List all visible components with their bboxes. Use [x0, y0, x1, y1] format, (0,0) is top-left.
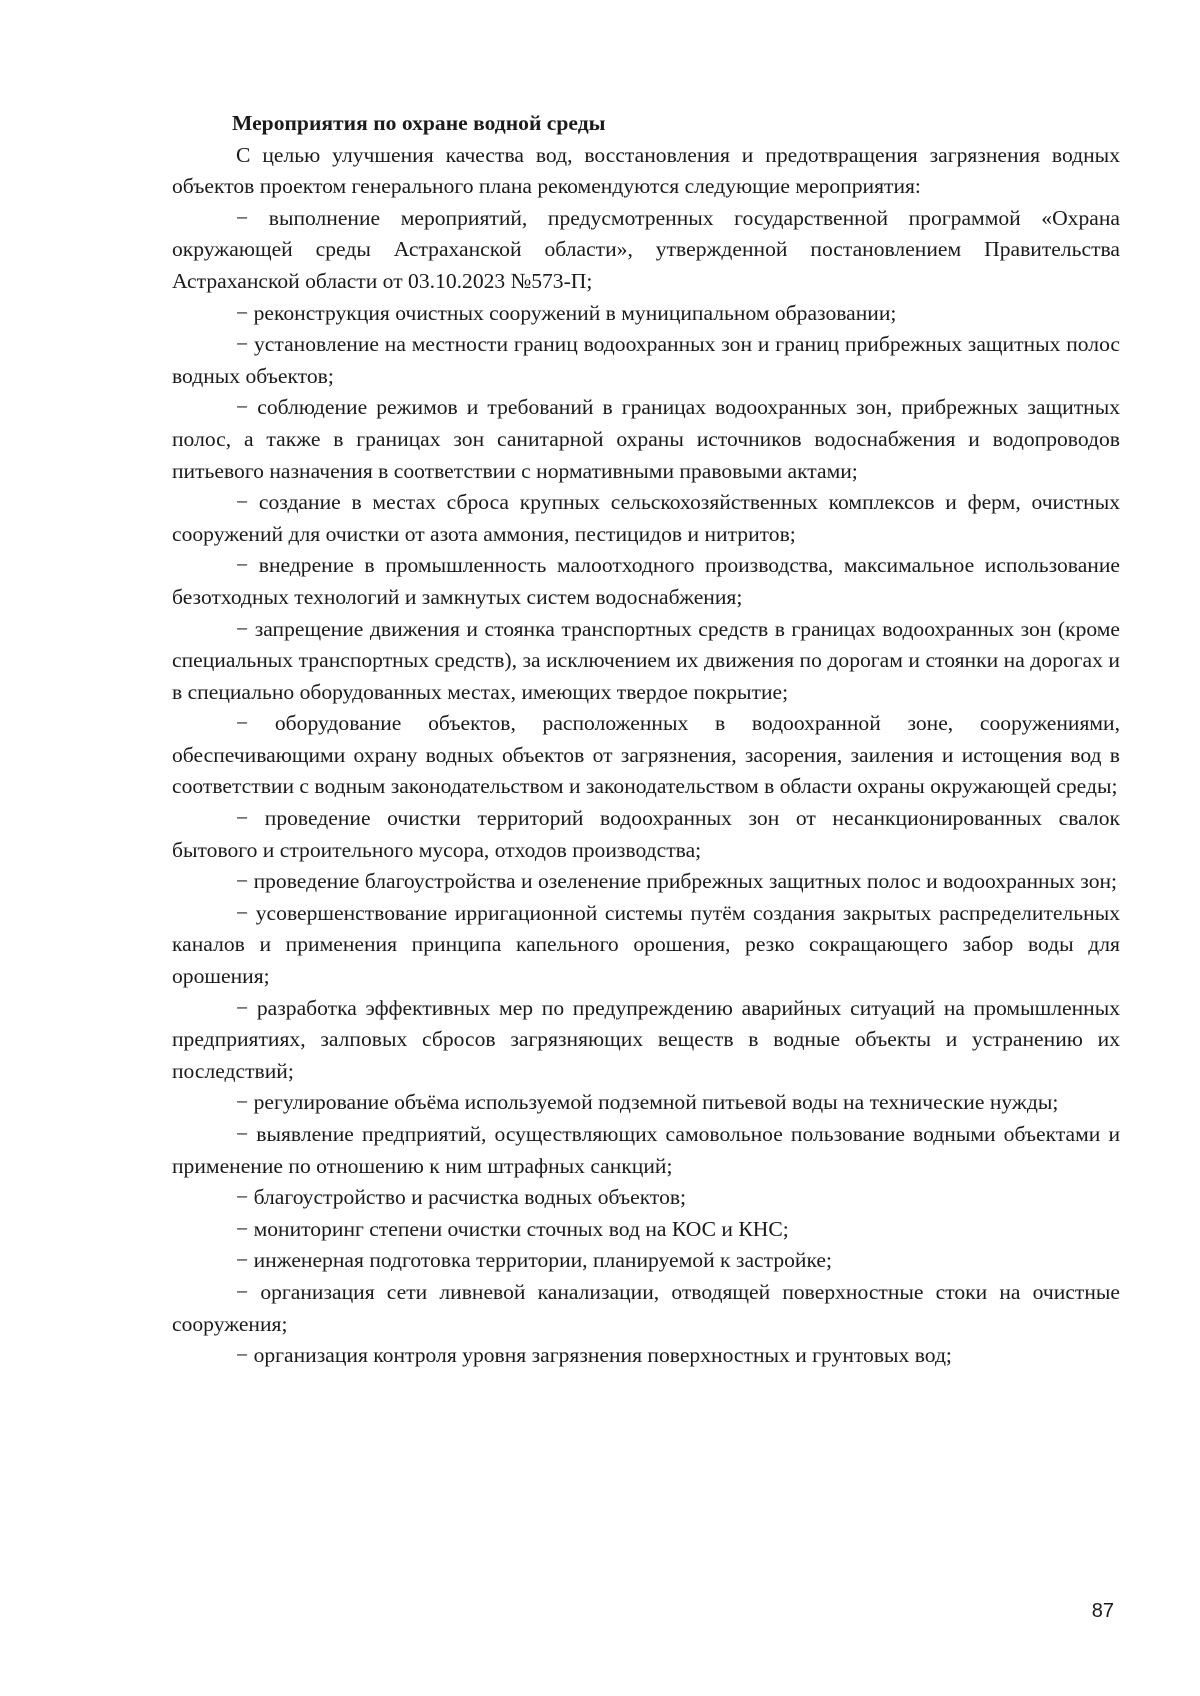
section-heading: Мероприятия по охране водной среды	[232, 111, 606, 135]
list-item: − проведение очистки территорий водоохранных зон от несанкционированных свалок бытового и строительного мусора, отходов производства;	[172, 806, 1120, 862]
list-item: − организация контроля уровня загрязнения поверхностных и грунтовых вод;	[236, 1343, 952, 1368]
list-item: − благоустройство и расчистка водных объектов;	[236, 1185, 687, 1210]
list-item: − оборудование объектов, расположенных в водоохранной зоне, сооружениями, обеспечивающими охрану водных объектов от загрязнения, засорения, заиления и истощения вод в соответствии с водным законодательством и законодательством в области охраны окружающей среды;	[172, 711, 1120, 799]
list-item: − инженерная подготовка территории, планируемой к застройке;	[236, 1248, 833, 1273]
list-item: − реконструкция очистных сооружений в муниципальном образовании;	[236, 300, 897, 325]
list-item: − выявление предприятий, осуществляющих самовольное пользование водными объектами и применение по отношению к ним штрафных санкций;	[172, 1122, 1120, 1178]
list-item: − соблюдение режимов и требований в границах водоохранных зон, прибрежных защитных полос, а также в границах зон санитарной охраны источников водоснабжения и водопроводов питьевого назначения в соответствии с нормативными правовыми актами;	[172, 395, 1120, 483]
list-item: − разработка эффективных мер по предупреждению аварийных ситуаций на промышленных предприятиях, залповых сбросов загрязняющих веществ в водные объекты и устранению их последствий;	[172, 995, 1120, 1083]
list-item: − внедрение в промышленность малоотходного производства, максимальное использование безотходных технологий и замкнутых систем водоснабжения;	[172, 553, 1120, 609]
list-item: − усовершенствование ирригационной системы путём создания закрытых распределительных каналов и применения принципа капельного орошения, резко сокращающего забор воды для орошения;	[172, 900, 1120, 989]
page-content	[172, 108, 1120, 1372]
list-item: − запрещение движения и стоянка транспортных средств в границах водоохранных зон (кроме специальных транспортных средств), за исключением их движения по дорогам и стоянки на дорогах и в специально оборудованных местах, имеющих твердое покрытие;	[172, 616, 1120, 704]
list-item: − установление на местности границ водоохранных зон и границ прибрежных защитных полос водных объектов;	[172, 332, 1120, 388]
page-number: 87	[1091, 1600, 1114, 1622]
list-item: − проведение благоустройства и озеленение прибрежных защитных полос и водоохранных зон;	[236, 869, 1118, 894]
list-item: − создание в местах сброса крупных сельскохозяйственных комплексов и ферм, очистных сооружений для очистки от азота аммония, пестицидов и нитритов;	[172, 490, 1120, 546]
list-item: − регулирование объёма используемой подземной питьевой воды на технические нужды;	[236, 1090, 1059, 1115]
list-item: − выполнение мероприятий, предусмотренных государственной программой «Охрана окружающей среды Астраханской области», утвержденной постановлением Правительства Астраханской области от 03.10.2023 №573-П;	[172, 205, 1120, 293]
list-item: − организация сети ливневой канализации, отводящей поверхностные стоки на очистные сооружения;	[172, 1279, 1120, 1336]
list-item: − мониторинг степени очистки сточных вод на КОС и КНС;	[236, 1216, 789, 1241]
intro-paragraph: С целью улучшения качества вод, восстановления и предотвращения загрязнения водных объектов проектом генерального плана рекомендуются следующие мероприятия:	[172, 142, 1120, 199]
